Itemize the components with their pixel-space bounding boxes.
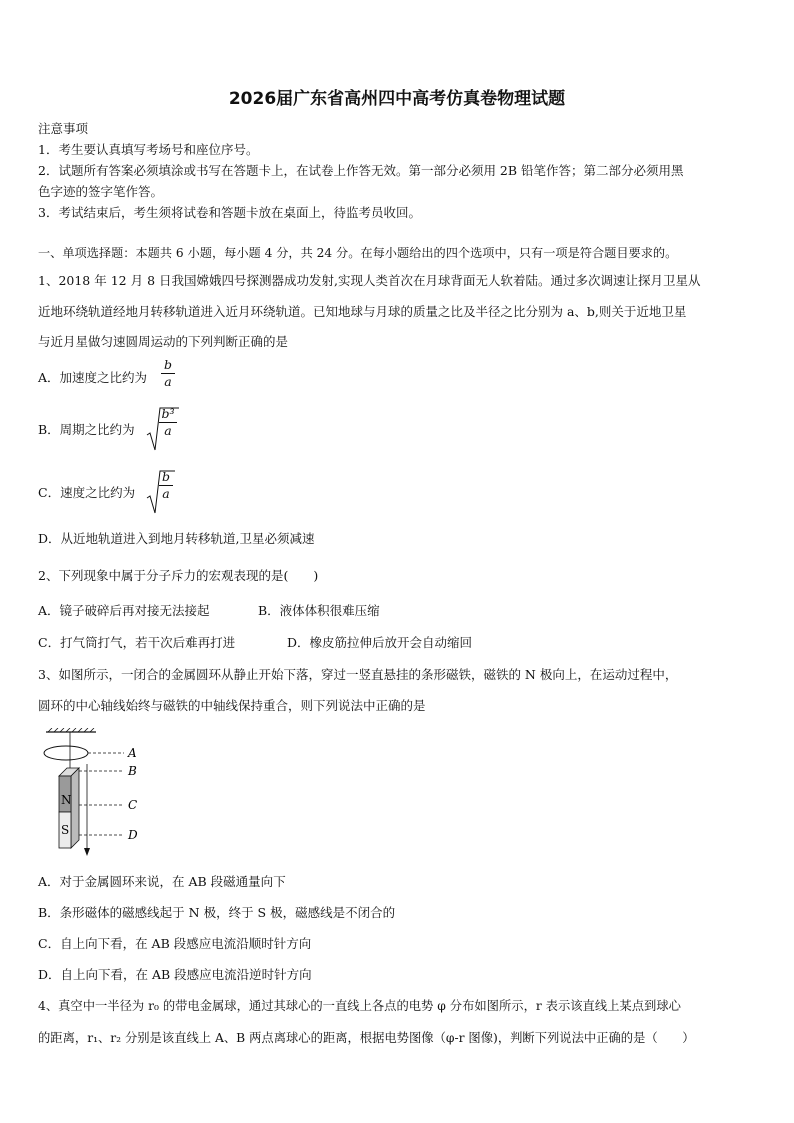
q4-stem-line-2: 的距离，r₁、r₂ 分别是该直线上 A、B 两点离球心的距离，根据电势图像（φ-r 图像)，判断下列说法中正确的是（ ） [38,1031,695,1045]
q2-option-b: B．液体体积很难压缩 [258,603,380,618]
q1-option-a-denominator: a [164,374,172,389]
q1-stem-line-2: 近地环绕轨道经地月转移轨道进入近月环绕轨道。已知地球与月球的质量之比及半径之比分别为 a、b,则关于近地卫星 [38,304,687,319]
q1-stem-line-3: 与近月星做匀速圆周运动的下列判断正确的是 [38,334,289,349]
q3-figure-magnet-ring [36,728,156,862]
magnet-s-pole-label: S [61,823,70,837]
q1-option-a-numerator: b [163,357,172,372]
q1-option-d: D．从近地轨道进入到地月转移轨道,卫星必须减速 [38,531,315,546]
q2-stem: 2、下列现象中属于分子斥力的宏观表现的是( ) [38,568,319,583]
q1-option-c-fraction [159,470,173,501]
level-label-c: C [128,798,138,812]
q3-option-c: C．自上向下看，在 AB 段感应电流沿顺时针方向 [38,936,312,951]
q1-option-b-fraction [159,407,177,438]
q3-stem-line-2: 圆环的中心轴线始终与磁铁的中轴线保持重合，则下列说法中正确的是 [38,698,426,713]
page-title: 2026届广东省高州四中高考仿真卷物理试题 [228,89,566,109]
q2-option-c: C．打气筒打气，若干次后难再打进 [38,635,236,650]
q3-option-a: A．对于金属圆环来说，在 AB 段磁通量向下 [38,874,286,889]
q3-option-b: B．条形磁体的磁感线起于 N 极，终于 S 极，磁感线是不闭合的 [38,905,396,920]
q4-stem-line-1: 4、真空中一半径为 r₀ 的带电金属球，通过其球心的一直线上各点的电势 φ 分布如图所示，r 表示该直线上某点到球心 [38,999,681,1013]
q1-option-a: A．加速度之比约为 [38,370,148,385]
q1-option-c-numerator: b [161,469,170,484]
notice-heading: 注意事项 [38,121,89,136]
level-label-a: A [128,746,137,760]
notice-item-3: 3．考试结束后，考生须将试卷和答题卡放在桌面上，待监考员收回。 [38,205,421,220]
q2-option-d: D．橡皮筋拉伸后放开会自动缩回 [287,635,473,650]
q1-option-c-denominator: a [162,486,170,501]
q3-stem-line-1: 3、如图所示，一闭合的金属圆环从静止开始下落，穿过一竖直悬挂的条形磁铁，磁铁的 N 极向上，在运动过程中， [38,667,678,682]
q2-option-a: A．镜子破碎后再对接无法接起 [38,603,210,618]
q1-option-b-denominator: a [164,423,172,438]
q3-option-d: D．自上向下看，在 AB 段感应电流沿逆时针方向 [38,967,312,982]
q1-option-b: B．周期之比约为 [38,422,135,437]
q1-option-c: C．速度之比约为 [38,485,136,500]
notice-item-2: 2．试题所有答案必须填涂或书写在答题卡上，在试卷上作答无效。第一部分必须用 2B 铅笔作答；第二部分必须用黑 [38,163,684,178]
q1-option-a-fraction [161,358,175,389]
notice-item-2-cont: 色字迹的签字笔作答。 [38,184,164,199]
magnet-n-pole-label: N [61,793,72,807]
section-heading: 一、单项选择题：本题共 6 小题，每小题 4 分，共 24 分。在每小题给出的四个选项中，只有一项是符合题目要求的。 [38,246,678,260]
level-label-b: B [128,764,137,778]
q1-stem-line-1: 1、2018 年 12 月 8 日我国嫦娥四号探测器成功发射,实现人类首次在月球背面无人软着陆。通过多次调速让探月卫星从 [38,273,701,288]
q1-option-b-numerator: b³ [161,406,175,421]
notice-item-1: 1．考生要认真填写考场号和座位序号。 [38,142,259,157]
level-label-d: D [128,828,138,842]
